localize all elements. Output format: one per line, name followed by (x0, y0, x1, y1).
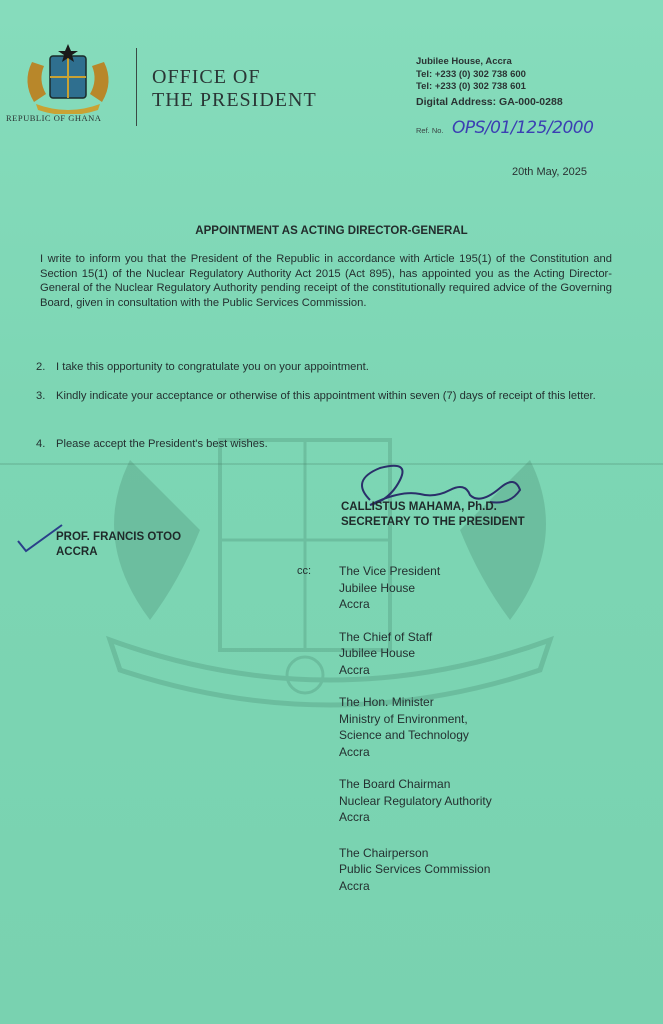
address: Jubilee House, Accra (416, 56, 512, 67)
cc-line: Public Services Commission (339, 862, 491, 876)
cc-line: Accra (339, 878, 370, 893)
cc-entry (339, 776, 492, 826)
cc-entry (339, 845, 492, 895)
contact-block (416, 56, 526, 94)
paragraph-4-text: Please accept the President's best wishes. (56, 438, 268, 450)
office-title-line1: OFFICE OF (152, 66, 261, 88)
cc-line: The Vice President (339, 564, 441, 578)
republic-of-ghana-label: REPUBLIC OF GHANA (6, 113, 102, 123)
paragraph-3-number: 3. (36, 390, 46, 402)
cc-line: The Chief of Staff (339, 629, 433, 644)
paper-fold-line (0, 463, 663, 465)
ghana-coat-of-arms-icon (22, 42, 114, 114)
cc-line: Ministry of Environment, (339, 711, 468, 726)
letter-date: 20th May, 2025 (512, 166, 588, 178)
cc-line: Jubilee House (339, 580, 416, 595)
paragraph-4-number: 4. (36, 438, 46, 450)
paragraph-2-text: I take this opportunity to congratulate you on your appointment. (56, 361, 369, 373)
paragraph-2-number: 2. (36, 361, 46, 373)
cc-entry (339, 629, 492, 679)
cc-line: Accra (339, 744, 370, 759)
cc-entry (339, 694, 492, 760)
signatory-block (341, 500, 525, 530)
recipient-name: PROF. FRANCIS OTOO (56, 531, 182, 543)
cc-line: The Chairperson (339, 845, 429, 860)
paragraph-1: I write to inform you that the President of the Republic in accordance with Article 195(1) of the Constitution and Section 15(1) of the Nuclear Regulatory Authority Act 2015 (Act 895), has appointed you as the Acting Director-General of the Nuclear Regulatory Authority pending receipt of the constitutionally required advice of the Governing Board, given in consultation with the Public Services Commission. (40, 253, 612, 309)
cc-line: Science and Technology (339, 728, 469, 742)
paragraph-2 (36, 360, 369, 375)
digital-address: Digital Address: GA-000-0288 (416, 96, 563, 108)
cc-line: Nuclear Regulatory Authority (339, 793, 492, 808)
reference-label: Ref. No. (416, 126, 444, 135)
office-title (152, 66, 317, 112)
signatory-name: CALLISTUS MAHAMA, Ph.D. (341, 501, 497, 513)
cc-line: Accra (339, 810, 370, 824)
cc-label: cc: (297, 565, 312, 577)
paragraph-3-text: Kindly indicate your acceptance or otherwise of this appointment within seven (7) days of receipt of this letter. (56, 390, 596, 402)
cc-entry (339, 563, 492, 613)
header-divider (136, 48, 137, 126)
telephone-2: Tel: +233 (0) 302 738 601 (416, 81, 526, 92)
recipient-block (56, 530, 181, 560)
telephone-1: Tel: +233 (0) 302 738 600 (416, 68, 526, 80)
cc-line: Accra (339, 662, 370, 677)
cc-line: The Board Chairman (339, 777, 451, 791)
recipient-city: ACCRA (56, 546, 98, 558)
cc-line: Jubilee House (339, 646, 416, 660)
paragraph-4 (36, 437, 268, 452)
letter-subject: APPOINTMENT AS ACTING DIRECTOR-GENERAL (195, 225, 468, 237)
signatory-title: SECRETARY TO THE PRESIDENT (341, 516, 525, 528)
reference-number: OPS/01/125/2000 (451, 118, 594, 138)
cc-line: The Hon. Minister (339, 695, 434, 709)
reference-line (416, 118, 593, 138)
paragraph-3 (36, 389, 611, 404)
cc-line: Accra (339, 597, 370, 611)
cc-list (339, 563, 492, 910)
office-title-line2: THE PRESIDENT (152, 89, 317, 111)
